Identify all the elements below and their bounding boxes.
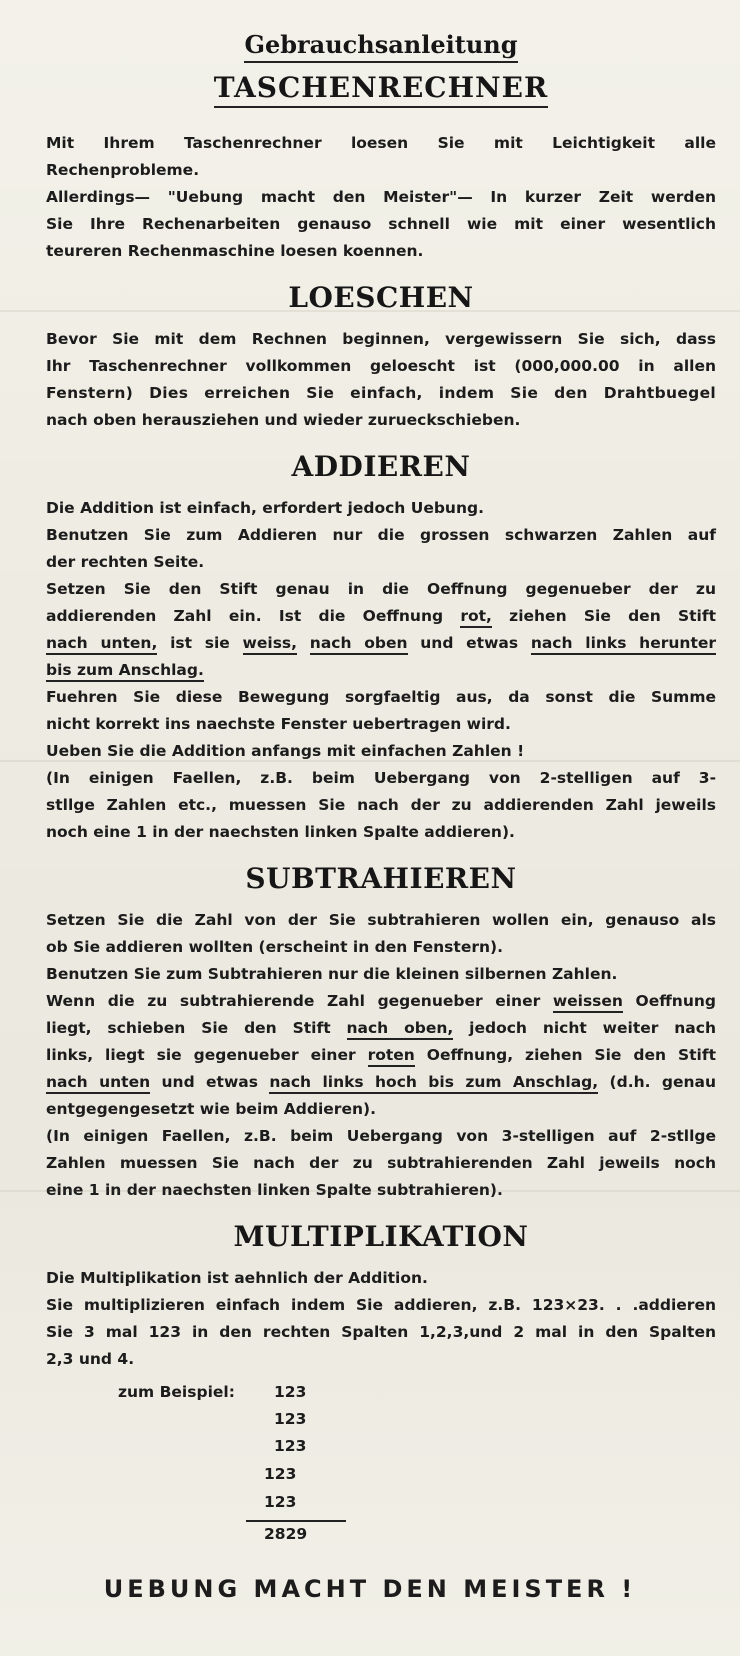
addieren-line: noch eine 1 in der naechsten linken Spalte addieren). [46, 823, 515, 841]
example-addend: 123 [264, 1493, 297, 1511]
intro-line: Allerdings— "Uebung macht den Meister"— In kurzer Zeit werden [46, 188, 716, 206]
loeschen-line: Ihr Taschenrechner vollkommen geloescht ist (000,000.00 in allen [46, 357, 716, 375]
footer-motto: UEBUNG MACHT DEN MEISTER ! [103, 1575, 637, 1603]
addieren-line: Fuehren Sie diese Bewegung sorgfaeltig aus, da sonst die Summe [46, 688, 716, 706]
subtrahieren-line: Wenn die zu subtrahierende Zahl gegenueber einer weissen Oeffnung [46, 988, 716, 1015]
multiplikation-line: Die Multiplikation ist aehnlich der Addition. [46, 1269, 428, 1287]
underlined-rot: rot, [460, 607, 492, 628]
example-label: zum Beispiel: [118, 1383, 235, 1401]
subtrahieren-line: eine 1 in der naechsten linken Spalte subtrahieren). [46, 1181, 503, 1199]
paper-fold [0, 1190, 740, 1192]
section-heading-loeschen: LOESCHEN [288, 281, 474, 314]
paper-fold [0, 310, 740, 312]
multiplication-example [46, 1383, 716, 1583]
addieren-line: Ueben Sie die Addition anfangs mit einfachen Zahlen ! [46, 742, 525, 760]
underlined-bis-zum-anschlag: bis zum Anschlag. [46, 661, 204, 682]
underlined-weissen: weissen [553, 992, 623, 1013]
example-addend: 123 [274, 1437, 307, 1455]
subtrahieren-section [46, 907, 716, 1204]
intro-line: Sie Ihre Rechenarbeiten genauso schnell wie mit einer wesentlich [46, 215, 716, 233]
addieren-line: (In einigen Faellen, z.B. beim Uebergang von 2-stelligen auf 3- [46, 769, 716, 787]
addieren-line: Setzen Sie den Stift genau in die Oeffnung gegenueber der zu [46, 580, 716, 598]
subtrahieren-line: links, liegt sie gegenueber einer roten Oeffnung, ziehen Sie den Stift [46, 1042, 716, 1069]
subtrahieren-line: liegt, schieben Sie den Stift nach oben, jedoch nicht weiter nach [46, 1015, 716, 1042]
intro-line: Rechenprobleme. [46, 161, 200, 179]
underlined-nach-oben: nach oben, [347, 1019, 454, 1040]
addieren-line: Benutzen Sie zum Addieren nur die grossen schwarzen Zahlen auf [46, 526, 716, 544]
subtrahieren-line: ob Sie addieren wollten (erscheint in den Fenstern). [46, 938, 503, 956]
example-addend: 123 [264, 1465, 297, 1483]
section-heading-multiplikation: MULTIPLIKATION [233, 1220, 529, 1253]
multiplikation-line: Sie multiplizieren einfach indem Sie addieren, z.B. 123×23. . .addieren [46, 1296, 716, 1314]
underlined-nach-links-herunter: nach links herunter [531, 634, 716, 655]
multiplikation-line: Sie 3 mal 123 in den rechten Spalten 1,2,3,und 2 mal in den Spalten [46, 1323, 716, 1341]
sum-rule [246, 1520, 346, 1522]
multiplikation-section [46, 1265, 716, 1583]
subtrahieren-line: Benutzen Sie zum Subtrahieren nur die kleinen silbernen Zahlen. [46, 965, 618, 983]
subtrahieren-line: Setzen Sie die Zahl von der Sie subtrahieren wollen ein, genauso als [46, 911, 716, 929]
subtrahieren-line: Zahlen muessen Sie nach der zu subtrahierenden Zahl jeweils noch [46, 1154, 716, 1172]
example-addend: 123 [274, 1410, 307, 1428]
multiplikation-line: 2,3 und 4. [46, 1350, 135, 1368]
section-heading-addieren: ADDIEREN [291, 450, 471, 483]
addieren-line: addierenden Zahl ein. Ist die Oeffnung rot, ziehen Sie den Stift [46, 603, 716, 630]
document-title: Gebrauchsanleitung [46, 30, 716, 63]
underlined-roten: roten [368, 1046, 415, 1067]
loeschen-line: Bevor Sie mit dem Rechnen beginnen, vergewissern Sie sich, dass [46, 330, 716, 348]
example-addend: 123 [274, 1383, 307, 1401]
loeschen-line: Fenstern) Dies erreichen Sie einfach, indem Sie den Drahtbuegel [46, 384, 716, 402]
intro-line: Mit Ihrem Taschenrechner loesen Sie mit Leichtigkeit alle [46, 134, 716, 152]
loeschen-section [46, 326, 716, 434]
addieren-line: nach unten, ist sie weiss, nach oben und etwas nach links herunter [46, 630, 716, 657]
underlined-nach-oben: nach oben [310, 634, 408, 655]
section-heading-subtrahieren: SUBTRAHIEREN [245, 862, 517, 895]
subtrahieren-line: (In einigen Faellen, z.B. beim Uebergang von 3-stelligen auf 2-stllge [46, 1127, 716, 1145]
underlined-weiss: weiss, [243, 634, 298, 655]
addieren-line [46, 657, 716, 684]
addieren-line: stllge Zahlen etc., muessen Sie nach der zu addierenden Zahl jeweils [46, 796, 716, 814]
addieren-line: nicht korrekt ins naechste Fenster uebertragen wird. [46, 715, 511, 733]
addieren-line: Die Addition ist einfach, erfordert jedoch Uebung. [46, 499, 484, 517]
intro-line: teureren Rechenmaschine loesen koennen. [46, 242, 424, 260]
paper-fold [0, 760, 740, 762]
underlined-nach-links-hoch: nach links hoch bis zum Anschlag, [269, 1073, 598, 1094]
example-sum: 2829 [264, 1525, 308, 1543]
underlined-nach-unten: nach unten, [46, 634, 157, 655]
document-subtitle: TASCHENRECHNER [46, 71, 716, 108]
loeschen-line: nach oben herausziehen und wieder zurueckschieben. [46, 411, 521, 429]
addieren-section [46, 495, 716, 846]
subtrahieren-line: nach unten und etwas nach links hoch bis zum Anschlag, (d.h. genau [46, 1069, 716, 1096]
intro-section [46, 130, 716, 265]
subtrahieren-line: entgegengesetzt wie beim Addieren). [46, 1100, 376, 1118]
addieren-line: der rechten Seite. [46, 553, 205, 571]
underlined-nach-unten: nach unten [46, 1073, 150, 1094]
